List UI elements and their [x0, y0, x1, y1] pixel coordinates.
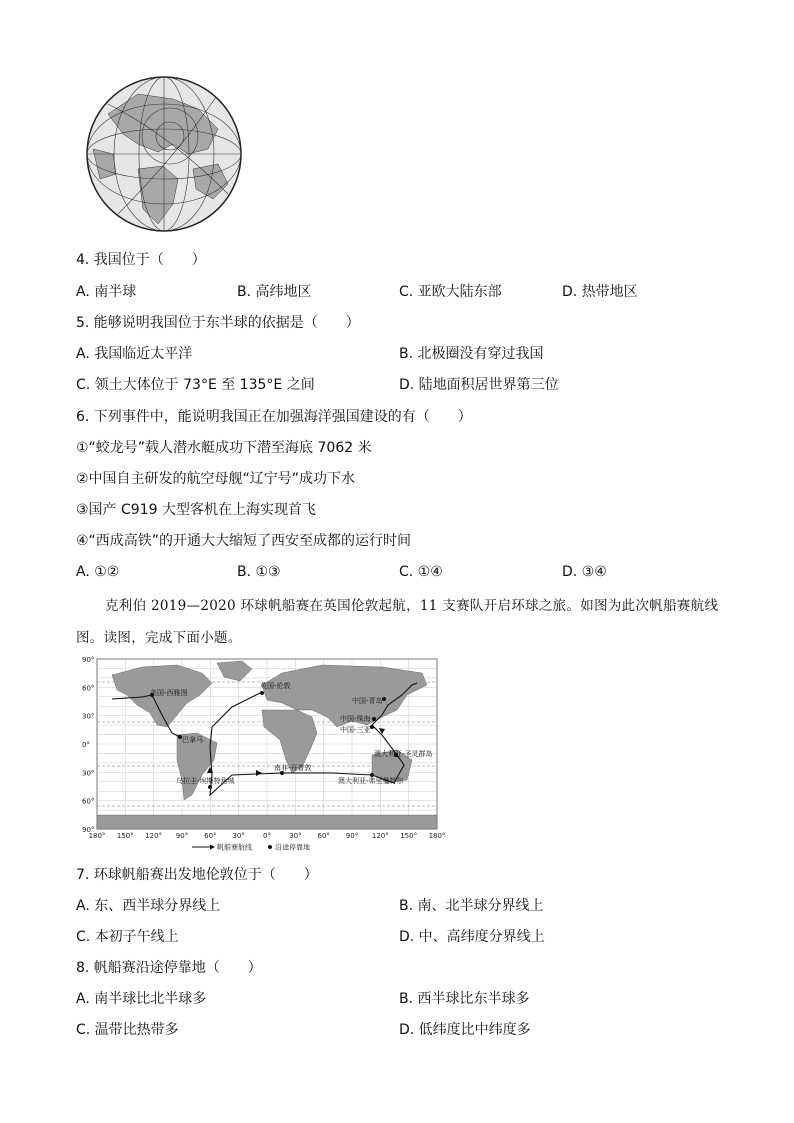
q5-option-a[interactable]: A. 我国临近太平洋: [76, 346, 193, 362]
lon-tick-label: 30°: [289, 832, 302, 840]
stop-label-london: 英国-伦敦: [260, 682, 291, 690]
lat-tick-label: 30°: [82, 712, 95, 721]
lon-tick-label: 30°: [232, 832, 245, 840]
lon-tick-label: 120°: [371, 832, 389, 840]
legend-stop-swatch: [268, 845, 272, 849]
q8-stem: 8. 帆船赛沿途停靠地（ ）: [76, 960, 262, 976]
lat-tick-label: 60°: [82, 684, 95, 693]
stop-label-qingdao: 中国-青岛: [352, 697, 383, 705]
q6-option-d[interactable]: D. ③④: [562, 564, 607, 580]
lon-tick-label: 60°: [204, 832, 217, 840]
stop-label-capetown: 南非-开普敦: [274, 764, 312, 772]
stop-label-sanya: 中国-三亚: [340, 726, 371, 734]
lat-tick-label: 90°: [82, 826, 95, 834]
intro-line-2: 图。读图，完成下面小题。: [76, 630, 242, 646]
lat-tick-label: 60°: [82, 797, 95, 806]
q4-option-d[interactable]: D. 热带地区: [562, 284, 638, 300]
lon-tick-label: 150°: [116, 832, 134, 840]
q7-option-b[interactable]: B. 南、北半球分界线上: [399, 898, 544, 914]
q6-option-a[interactable]: A. ①②: [76, 564, 120, 580]
lon-tick-label: 60°: [317, 832, 330, 840]
lon-tick-label: 90°: [345, 832, 359, 840]
lat-tick-label: 90°: [82, 656, 95, 664]
stop-label-whitsunday: 澳大利亚-圣灵群岛: [374, 750, 433, 758]
legend-route-label: 帆船赛航线: [217, 843, 252, 852]
q6-option-c[interactable]: C. ①④: [399, 564, 443, 580]
stop-label-seattle: 美国-西雅图: [150, 689, 188, 697]
q4-option-b[interactable]: B. 高纬地区: [237, 284, 312, 300]
q5-option-b[interactable]: B. 北极圈没有穿过我国: [399, 346, 544, 362]
q7-option-d[interactable]: D. 中、高纬度分界线上: [399, 929, 545, 945]
q8-option-d[interactable]: D. 低纬度比中纬度多: [399, 1022, 531, 1038]
intro-line-1: 克利伯 2019—2020 环球帆船赛在英国伦敦起航，11 支赛队开启环球之旅。如图为此次帆船赛航线: [105, 598, 719, 614]
q6-statement-4: ④“西成高铁”的开通大大缩短了西安至成都的运行时间: [76, 533, 412, 549]
lon-tick-label: 120°: [145, 832, 163, 840]
lat-tick-label: 0°: [82, 741, 90, 749]
q7-option-a[interactable]: A. 东、西半球分界线上: [76, 898, 221, 914]
stop-label-panama: 巴拿马: [182, 736, 203, 744]
lon-tick-label: 90°: [175, 832, 189, 840]
q4-option-c[interactable]: C. 亚欧大陆东部: [399, 284, 502, 300]
q8-option-a[interactable]: A. 南半球比北半球多: [76, 991, 207, 1007]
q5-option-d[interactable]: D. 陆地面积居世界第三位: [399, 377, 559, 393]
q8-option-b[interactable]: B. 西半球比东半球多: [399, 991, 530, 1007]
lat-tick-label: 30°: [82, 769, 95, 778]
q6-statement-2: ②中国自主研发的航空母舰“辽宁号”成功下水: [76, 471, 356, 487]
globe-figure: [78, 74, 248, 234]
q7-stem: 7. 环球帆船赛出发地伦敦位于（ ）: [76, 867, 318, 883]
q6-stem: 6. 下列事件中，能说明我国正在加强海洋强国建设的有（ ）: [76, 409, 472, 425]
stop-label-zhuhai: 中国-珠海: [340, 715, 371, 723]
stop-label-punta: 乌拉圭-埃斯特角城: [176, 777, 235, 785]
lon-tick-label: 150°: [400, 832, 418, 840]
q4-option-a[interactable]: A. 南半球: [76, 284, 137, 300]
sailing-route-map: [82, 655, 452, 855]
q4-stem: 4. 我国位于（ ）: [76, 252, 206, 268]
q6-option-b[interactable]: B. ①③: [237, 564, 281, 580]
q8-option-c[interactable]: C. 温带比热带多: [76, 1022, 179, 1038]
lon-tick-label: 180°: [88, 832, 106, 840]
lon-tick-label: 180°: [428, 832, 446, 840]
legend-stop-label: 沿途停靠地: [275, 843, 310, 852]
lon-tick-label: 0°: [263, 832, 271, 840]
stop-label-fremantle: 澳大利亚-弗里曼特尔: [338, 777, 404, 785]
q6-statement-1: ①“蛟龙号”载人潜水艇成功下潜至海底 7062 米: [76, 440, 372, 456]
q5-option-c[interactable]: C. 领土大体位于 73°E 至 135°E 之间: [76, 377, 315, 393]
q7-option-c[interactable]: C. 本初子午线上: [76, 929, 179, 945]
q6-statement-3: ③国产 C919 大型客机在上海实现首飞: [76, 502, 316, 518]
q5-stem: 5. 能够说明我国位于东半球的依据是（ ）: [76, 315, 360, 331]
